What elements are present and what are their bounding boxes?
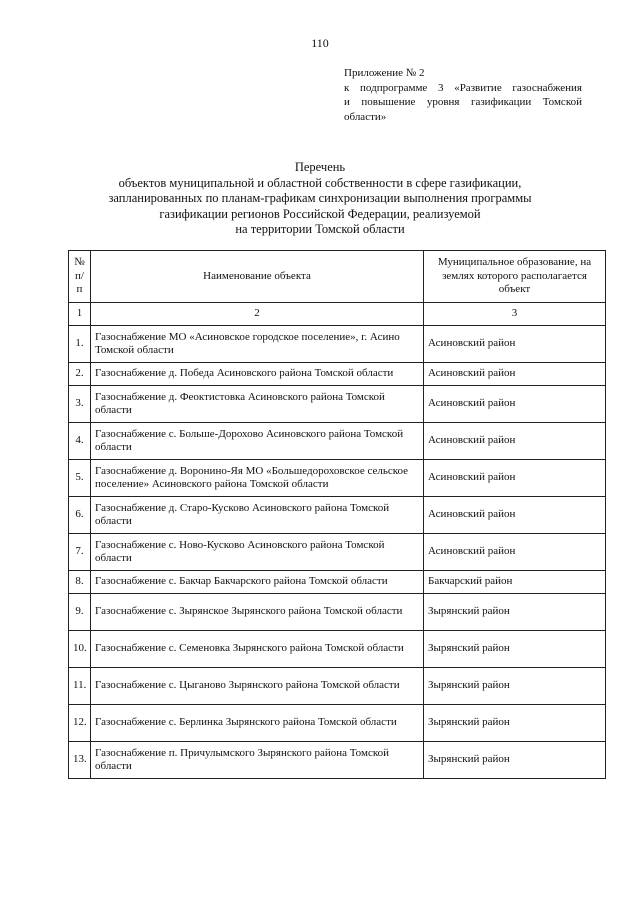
appendix-line: и повышение уровня газификации Томской	[344, 96, 582, 108]
page-number: 110	[311, 36, 329, 50]
row-number: 13.	[69, 742, 91, 779]
municipality: Зырянский район	[424, 631, 606, 668]
table-row	[69, 386, 606, 423]
row-number: 10.	[69, 631, 91, 668]
municipality: Асиновский район	[424, 386, 606, 423]
table-row	[69, 326, 606, 363]
row-number: 7.	[69, 534, 91, 571]
object-name: Газоснабжение д. Старо-Кусково Асиновского района Томской области	[91, 497, 424, 534]
municipality: Асиновский район	[424, 460, 606, 497]
table-row	[69, 497, 606, 534]
row-number: 3.	[69, 386, 91, 423]
municipality: Асиновский район	[424, 326, 606, 363]
object-name: Газоснабжение с. Цыганово Зырянского района Томской области	[91, 668, 424, 705]
table-row	[69, 705, 606, 742]
objects-table	[68, 250, 606, 779]
title-line: газификации регионов Российской Федерации, реализуемой	[159, 206, 481, 221]
object-name: Газоснабжение с. Ново-Кусково Асиновского района Томской области	[91, 534, 424, 571]
municipality: Зырянский район	[424, 742, 606, 779]
row-number: 9.	[69, 594, 91, 631]
row-number: 2.	[69, 363, 91, 386]
appendix-note	[344, 66, 582, 124]
appendix-line: области»	[344, 110, 387, 123]
column-number: 3	[424, 303, 606, 326]
table-row	[69, 423, 606, 460]
municipality: Асиновский район	[424, 497, 606, 534]
column-number-row	[69, 303, 606, 326]
header-num: № п/п	[69, 251, 91, 303]
table-row	[69, 571, 606, 594]
appendix-line: Приложение № 2	[344, 67, 425, 79]
table-header-row	[69, 251, 606, 303]
table-row	[69, 534, 606, 571]
title-line: запланированных по планам-графикам синхронизации выполнения программы	[108, 191, 532, 205]
row-number: 11.	[69, 668, 91, 705]
object-name: Газоснабжение п. Причулымского Зырянского района Томской области	[91, 742, 424, 779]
column-number: 2	[91, 303, 424, 326]
row-number: 5.	[69, 460, 91, 497]
header-municipality: Муниципальное образование, на землях которого располагается объект	[424, 251, 606, 303]
table-row	[69, 668, 606, 705]
object-name: Газоснабжение с. Бакчар Бакчарского района Томской области	[91, 571, 424, 594]
municipality: Асиновский район	[424, 534, 606, 571]
municipality: Зырянский район	[424, 594, 606, 631]
title-line: на территории Томской области	[235, 222, 405, 236]
row-number: 12.	[69, 705, 91, 742]
document-title	[0, 160, 640, 238]
table-row	[69, 742, 606, 779]
table-row	[69, 594, 606, 631]
row-number: 8.	[69, 571, 91, 594]
object-name: Газоснабжение д. Победа Асиновского района Томской области	[91, 363, 424, 386]
municipality: Асиновский район	[424, 363, 606, 386]
row-number: 6.	[69, 497, 91, 534]
column-number: 1	[69, 303, 91, 326]
title-line: объектов муниципальной и областной собственности в сфере газификации,	[118, 175, 522, 190]
row-number: 1.	[69, 326, 91, 363]
appendix-line: к подпрограмме 3 «Развитие газоснабжения	[344, 81, 582, 94]
municipality: Зырянский район	[424, 668, 606, 705]
object-name: Газоснабжение с. Берлинка Зырянского района Томской области	[91, 705, 424, 742]
object-name: Газоснабжение д. Феоктистовка Асиновского района Томской области	[91, 386, 424, 423]
object-name: Газоснабжение с. Зырянское Зырянского района Томской области	[91, 594, 424, 631]
table-row	[69, 363, 606, 386]
title-line: Перечень	[294, 160, 346, 174]
municipality: Асиновский район	[424, 423, 606, 460]
object-name: Газоснабжение с. Семеновка Зырянского района Томской области	[91, 631, 424, 668]
municipality: Зырянский район	[424, 705, 606, 742]
row-number: 4.	[69, 423, 91, 460]
header-name: Наименование объекта	[91, 251, 424, 303]
table-row	[69, 460, 606, 497]
object-name: Газоснабжение д. Воронино-Яя МО «Большедороховское сельское поселение» Асиновского района Томской области	[91, 460, 424, 497]
municipality: Бакчарский район	[424, 571, 606, 594]
object-name: Газоснабжение МО «Асиновское городское поселение», г. Асино Томской области	[91, 326, 424, 363]
table-row	[69, 631, 606, 668]
object-name: Газоснабжение с. Больше-Дорохово Асиновского района Томской области	[91, 423, 424, 460]
